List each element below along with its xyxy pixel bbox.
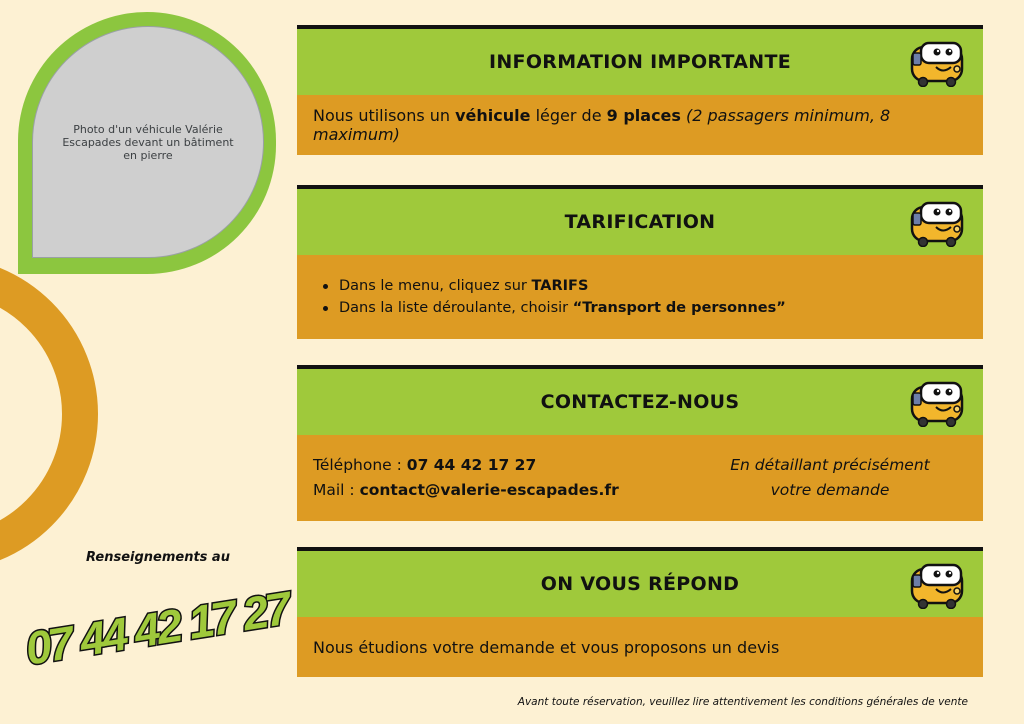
list-item: [313, 275, 786, 297]
bus-mascot-icon: [909, 197, 969, 247]
contact-note-line: votre demande: [770, 481, 890, 499]
phone-link[interactable]: 07 44 42 17 27: [406, 456, 537, 474]
bus-mascot-icon: [909, 559, 969, 609]
card-body: [297, 95, 983, 155]
instruction-text: Dans la liste déroulante, choisir: [339, 300, 573, 316]
renseignements-label: Renseignements au: [86, 550, 230, 565]
passengers-text-italic: (2 passagers minimum, 8 maximum): [313, 106, 891, 144]
card-header: [297, 365, 983, 435]
card-body: [297, 435, 983, 521]
mail-line: [313, 478, 693, 503]
card-contact: [297, 365, 983, 521]
vehicle-text-bold: véhicule: [455, 106, 531, 125]
photo-label: Photo d'un véhicule Valérie Escapades devant un bâtiment en pierre: [62, 122, 234, 162]
phone-label: Téléphone :: [313, 456, 407, 474]
card-title: TARIFICATION: [564, 211, 716, 233]
card-response: [297, 547, 983, 677]
vehicle-text-pre: Nous utilisons un: [313, 106, 456, 125]
card-body: [297, 617, 983, 677]
phone-line: [313, 453, 693, 478]
card-header: [297, 547, 983, 617]
photo-frame: [18, 12, 276, 274]
card-tarification: [297, 185, 983, 339]
card-title: ON VOUS RÉPOND: [540, 573, 740, 595]
instruction-text: Dans le menu, cliquez sur: [339, 278, 532, 294]
big-phone-number[interactable]: [20, 578, 296, 668]
contact-details: [313, 453, 693, 503]
card-header: [297, 25, 983, 95]
card-title: CONTACTEZ-NOUS: [540, 391, 740, 413]
vehicle-photo: [32, 26, 264, 258]
bus-mascot-icon: [909, 377, 969, 427]
response-text: Nous étudions votre demande et vous proposons un devis: [313, 637, 780, 657]
card-header: [297, 185, 983, 255]
tarifs-link-text[interactable]: TARIFS: [531, 278, 589, 294]
tarif-instructions-list: [313, 275, 786, 319]
transport-option-text: “Transport de personnes”: [572, 300, 786, 316]
big-phone-text: 07 44 42 17 27: [21, 581, 292, 668]
card-body: [297, 255, 983, 339]
places-text-bold: 9 places: [606, 106, 681, 125]
list-item: [313, 297, 786, 319]
decorative-ring: [0, 256, 98, 572]
vehicle-text-mid: léger de: [530, 106, 607, 125]
email-link[interactable]: contact@valerie-escapades.fr: [359, 481, 619, 499]
card-information: [297, 25, 983, 155]
contact-note-line: En détaillant précisément: [730, 456, 930, 474]
mail-label: Mail :: [313, 481, 360, 499]
footer-note: Avant toute réservation, veuillez lire attentivement les conditions générales de vente: [517, 696, 968, 708]
bus-mascot-icon: [909, 37, 969, 87]
contact-note: [693, 453, 967, 503]
vehicle-info-text: [313, 106, 967, 144]
card-title: INFORMATION IMPORTANTE: [488, 51, 792, 73]
